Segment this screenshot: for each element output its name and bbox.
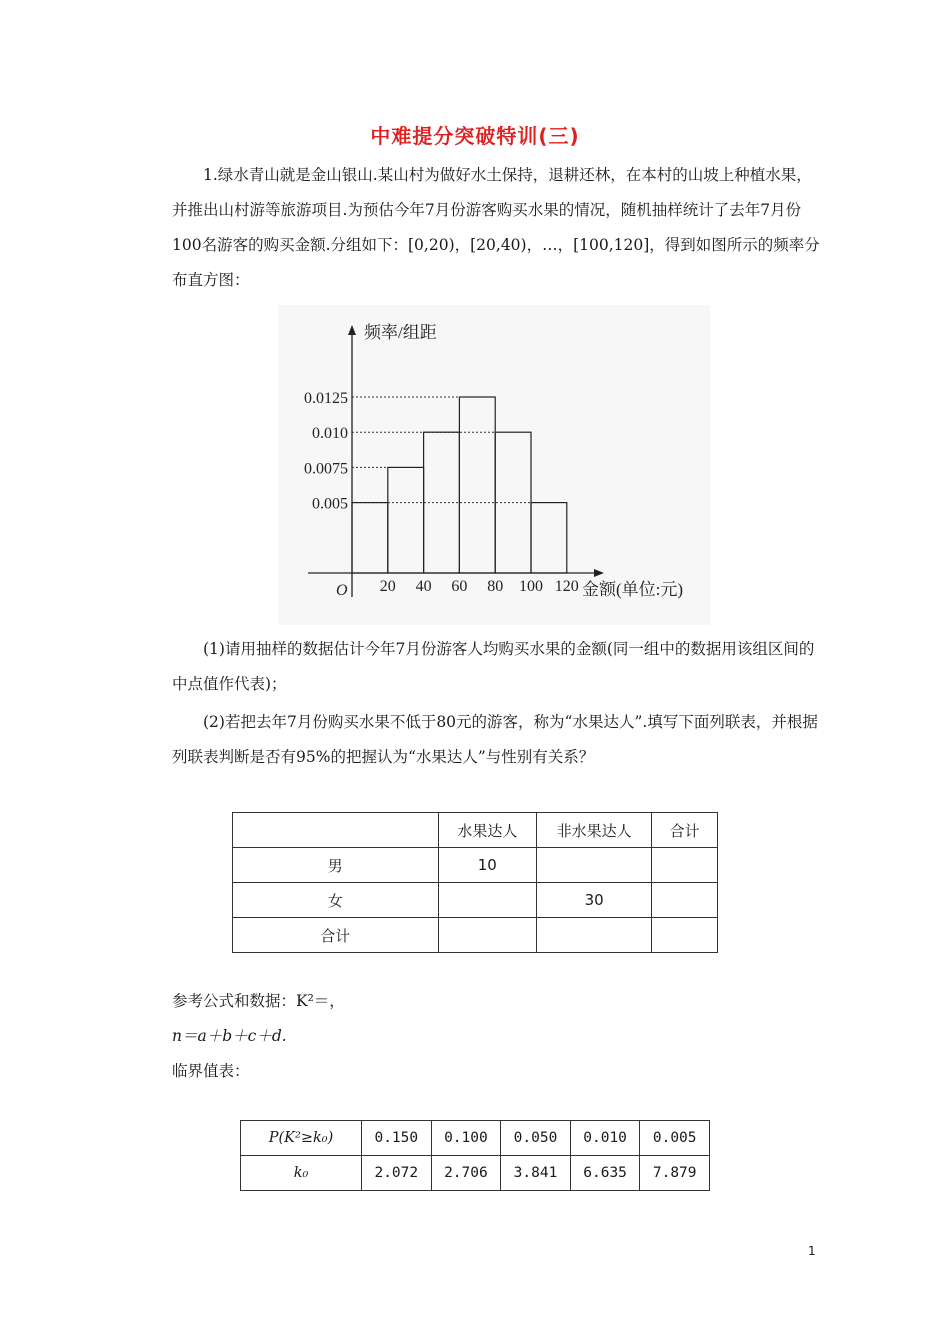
table-cell — [438, 883, 536, 918]
table-cell: 2.072 — [362, 1156, 432, 1191]
x-tick-label: 40 — [415, 578, 432, 595]
table-cell: 30 — [537, 883, 652, 918]
question-1: (1)请用抽样的数据估计今年7月份游客人均购买水果的金额(同一组中的数据用该组区间的中点值作代表)； — [172, 640, 815, 693]
x-axis-label: 金额(单位:元) — [582, 580, 684, 599]
formula-line-1: 参考公式和数据：K²＝， — [172, 992, 345, 1010]
table-row — [233, 918, 718, 953]
table-row-label: 男 — [233, 848, 439, 883]
critical-table-label: 临界值表： — [172, 1062, 250, 1080]
table-cell: 0.005 — [640, 1121, 710, 1156]
x-tick-label: 120 — [554, 578, 579, 595]
x-tick-label: 20 — [379, 578, 396, 595]
table-cell: 10 — [438, 848, 536, 883]
table-cell: 0.010 — [570, 1121, 640, 1156]
question-2: (2)若把去年7月份购买水果不低于80元的游客，称为“水果达人”.填写下面列联表，并根据列联表判断是否有95%的把握认为“水果达人”与性别有关系？ — [172, 713, 818, 766]
critical-value-table — [240, 1120, 710, 1191]
table-header-cell: 合计 — [652, 813, 718, 848]
origin-label: O — [336, 582, 348, 599]
table-cell: 7.879 — [640, 1156, 710, 1191]
y-tick-label: 0.0075 — [304, 460, 348, 478]
table-row-label: 合计 — [233, 918, 439, 953]
table-cell — [652, 848, 718, 883]
table-header-row — [233, 813, 718, 848]
x-tick-label: 80 — [487, 578, 504, 595]
table-cell — [537, 918, 652, 953]
table-cell: 0.050 — [501, 1121, 571, 1156]
contingency-table — [232, 812, 718, 953]
table-cell: 3.841 — [501, 1156, 571, 1191]
y-tick-label: 0.005 — [312, 495, 348, 513]
table-cell — [438, 918, 536, 953]
table-row — [241, 1121, 710, 1156]
page-number: 1 — [808, 1244, 816, 1258]
y-axis-label: 频率/组距 — [364, 323, 437, 342]
page-title: 中难提分突破特训(三) — [370, 124, 580, 148]
table-row — [233, 848, 718, 883]
table-cell: 6.635 — [570, 1156, 640, 1191]
x-tick-label: 60 — [451, 578, 468, 595]
problem-intro: 1.绿水青山就是金山银山.某山村为做好水土保持，退耕还林，在本村的山坡上种植水果，并推出山村游等旅游项目.为预估今年7月份游客购买水果的情况，随机抽样统计了去年7月份100名游客的购买金额.分组如下：[0,20)，[20,40)，…，[100,120]，得到如图所示的频率分布直方图： — [172, 166, 820, 289]
y-tick-label: 0.0125 — [304, 390, 348, 407]
frequency-histogram — [278, 305, 710, 625]
table-row-label: k₀ — [241, 1156, 362, 1191]
table-cell: 0.150 — [362, 1121, 432, 1156]
table-cell — [537, 848, 652, 883]
y-tick-label: 0.010 — [312, 425, 348, 443]
table-cell — [652, 883, 718, 918]
x-tick-label: 100 — [519, 578, 543, 595]
formula-line-2: n＝a＋b＋c＋d. — [172, 1027, 287, 1045]
table-cell — [652, 918, 718, 953]
table-header-cell: 非水果达人 — [537, 813, 652, 848]
table-row — [241, 1156, 710, 1191]
table-cell: 2.706 — [431, 1156, 501, 1191]
table-row-label: 女 — [233, 883, 439, 918]
table-row-label: P(K²≥k₀) — [241, 1121, 362, 1156]
table-cell: 0.100 — [431, 1121, 501, 1156]
table-cell — [233, 813, 439, 848]
table-row — [233, 883, 718, 918]
table-header-cell: 水果达人 — [438, 813, 536, 848]
